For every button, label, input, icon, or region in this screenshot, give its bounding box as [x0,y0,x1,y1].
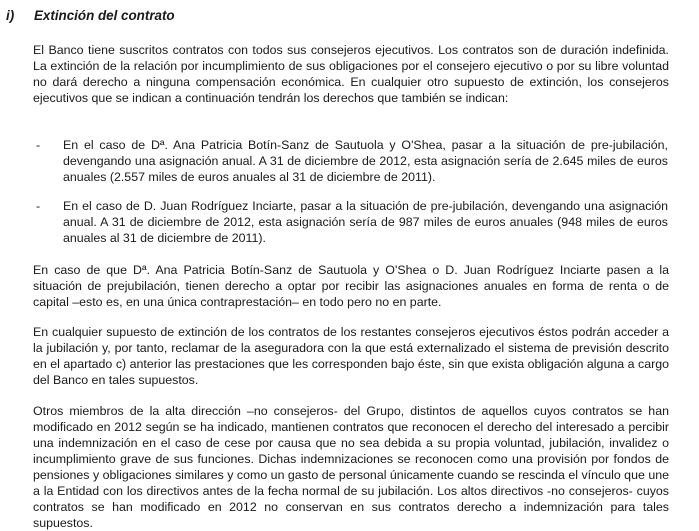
bullet-dash: - [36,138,41,152]
paragraph-other-executives: En cualquier supuesto de extinción de los contratos de los restantes consejeros ejecutivos éstos podrán acceder a la jubilación y, por tanto, reclamar de la aseguradora con la que está externalizado el sistema de previsión descrito en el apartado c) anterior las prestaciones que les corresponden bajo éste, sin que exista obligación alguna a cargo del Banco en tales supuestos. [33,325,669,387]
bullet-dash: - [36,199,41,213]
section-number: i) [6,8,15,23]
bullet-item-rodriguez [36,198,668,246]
bullet-text: En el caso de D. Juan Rodríguez Inciarte, pasar a la situación de pre-jubilación, devengando una asignación anual. A 31 de diciembre de 2012, esta asignación sería de 987 miles de euros anuales (948 miles de euros anuales al 31 de diciembre de 2011). [63,199,668,245]
bullet-item-botin [36,137,668,185]
bullet-text: En el caso de Dª. Ana Patricia Botín-Sanz de Sautuola y O'Shea, pasar a la situación de pre-jubilación, devengando una asignación anual. A 31 de diciembre de 2012, esta asignación sería de 2.645 miles de euros anuales (2.557 miles de euros anuales al 31 de diciembre de 2011). [63,138,668,184]
paragraph-contract-termination: El Banco tiene suscritos contratos con todos sus consejeros ejecutivos. Los contratos son de duración indefinida. La extinción de la relación por incumplimiento de sus obligaciones por el consejero ejecutivo o por su libre voluntad no dará derecho a ninguna compensación económica. En cualquier otro supuesto de extinción, los consejeros ejecutivos que se indican a continuación tendrán los derechos que también se indican: [33,43,669,105]
section-heading [6,8,175,23]
section-title: Extinción del contrato [34,8,175,23]
paragraph-senior-management: Otros miembros de la alta dirección –no consejeros- del Grupo, distintos de aquellos cuyos contratos se han modificado en 2012 según se ha indicado, mantienen contratos que reconocen el derecho del interesado a percibir una indemnización en el caso de cese por causa que no sea debida a su propia voluntad, jubilación, invalidez o incumplimiento grave de sus funciones. Dichas indemnizaciones se reconocen como una provisión por fondos de pensiones y obligaciones similares y como un gasto de personal únicamente cuando se rescinda el vínculo que une a la Entidad con los directivos antes de la fecha normal de su jubilación. Los altos directivos -no consejeros- cuyos contratos se han modificado en 2012 no conservan en sus contratos derecho a indemnización para tales supuestos. [33,404,669,530]
paragraph-prejubilation-option: En caso de que Dª. Ana Patricia Botín-Sanz de Sautuola y O'Shea o D. Juan Rodríguez Inciarte pasen a la situación de prejubilación, tienen derecho a optar por recibir las asignaciones anuales en forma de renta o de capital –esto es, en una única contraprestación– en todo pero no en parte. [33,263,669,309]
